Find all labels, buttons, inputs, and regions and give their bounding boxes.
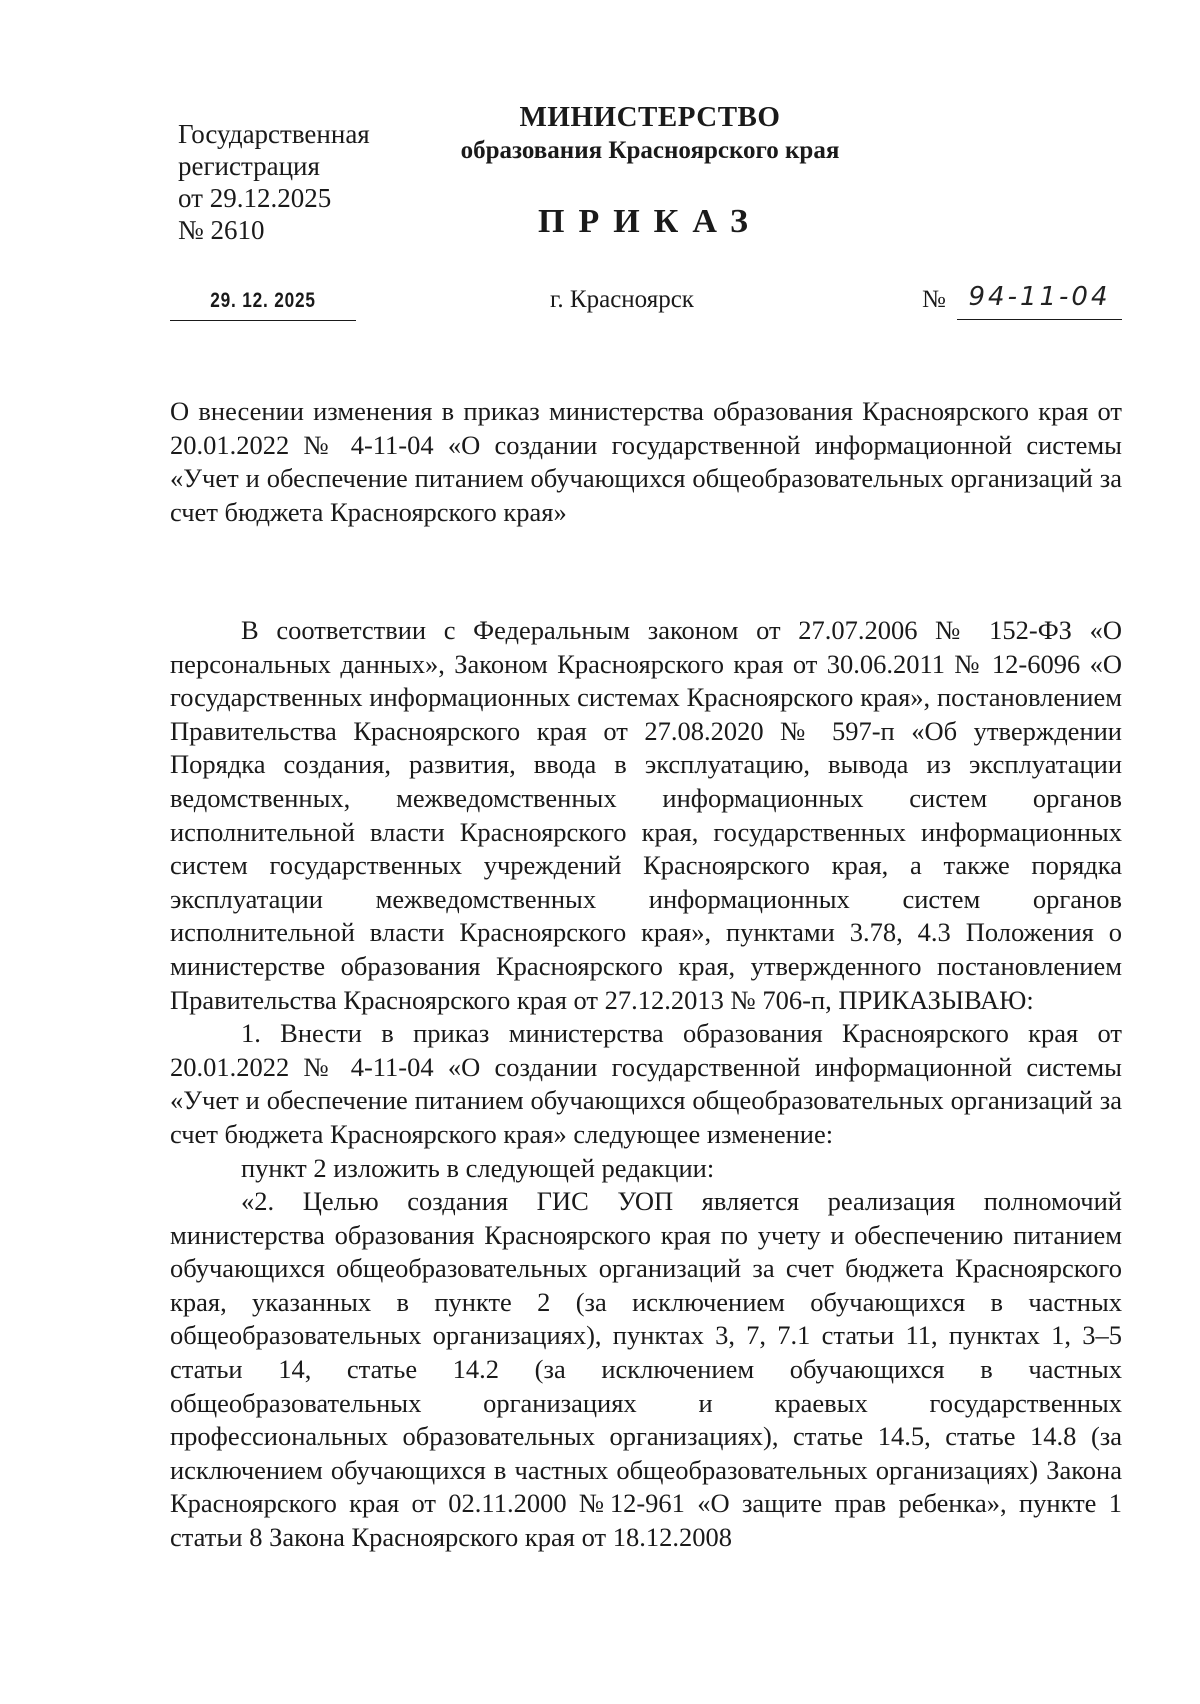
document-title: О внесении изменения в приказ министерства образования Красноярского края от 20.01.2022 № 4-11-04 «О создании государственной информационной системы «Учет и обеспечение питанием обучающихся общеобразовательных организаций за счет бюджета Красноярского края» [170,396,1122,527]
registration-line-3: от 29.12.2025 [178,183,332,213]
ministry-subtitle: образования Красноярского края [460,137,840,164]
body-paragraph-quote: «2. Целью создания ГИС УОП является реализация полномочий министерства образования Красноярского края по учету и обеспечению питанием обучающихся общеобразовательных организаций за счет бюджета Красноярского края, указанных в пункте 2 (за исключением обучающихся в частных общеобразовательных организациях), пунктах 3, 7, 7.1 статьи 11, пунктах 1, 3–5 статьи 14, статье 14.2 (за исключением обучающихся в частных общеобразовательных организациях и краевых государственных профессиональных образовательных организациях), статье 14.5, статье 14.8 (за исключением обучающихся в частных общеобразовательных организациях) Закона Красноярского края от 02.11.2000 №12-961 «О защите прав ребенка», пункте 1 статьи 8 Закона Красноярского края от 18.12.2008 [170,1186,1122,1553]
registration-line-2: регистрация [178,151,320,181]
document-number: 94-11-04 [968,282,1111,312]
registration-line-1: Государственная [178,119,370,149]
body-paragraph-item-2: пункт 2 изложить в следующей редакции: [241,1152,715,1183]
document-date: 29. 12. 2025 [210,289,316,312]
body-paragraph-item-1: 1. Внести в приказ министерства образования Красноярского края от 20.01.2022 № 4-11-04 «О создании государственной информационной системы «Учет и обеспечение питанием обучающихся общеобразовательных организаций за счет бюджета Красноярского края» следующее изменение: [170,1018,1122,1149]
document-body [170,614,1122,1555]
number-field [957,282,1122,320]
ministry-header [420,100,880,168]
number-label: № [922,286,946,313]
document-city: г. Красноярск [550,286,694,313]
date-field [170,290,356,321]
body-paragraph-preamble: В соответствии с Федеральным законом от 27.07.2006 № 152-ФЗ «О персональных данных», Законом Красноярского края от 30.06.2011 № 12-6096 «О государственных информационных системах Красноярского края», постановлением Правительства Красноярского края от 27.08.2020 № 597-п «Об утверждении Порядка создания, развития, ввода в эксплуатацию, вывода из эксплуатации ведомственных, межведомственных информационных систем органов исполнительной власти Красноярского края, государственных информационных систем государственных учреждений Красноярского края, а также порядка эксплуатации межведомственных информационных систем органов исполнительной власти Красноярского края», пунктами 3.78, 4.3 Положения о министерстве образования Красноярского края, утвержденного постановлением Правительства Красноярского края от 27.12.2013 № 706-п, ПРИКАЗЫВАЮ: [170,615,1122,1015]
registration-line-4: № 2610 [178,215,265,245]
ministry-name: МИНИСТЕРСТВО [519,101,781,133]
document-type: ПРИКАЗ [538,203,762,240]
registration-stamp [178,118,370,246]
